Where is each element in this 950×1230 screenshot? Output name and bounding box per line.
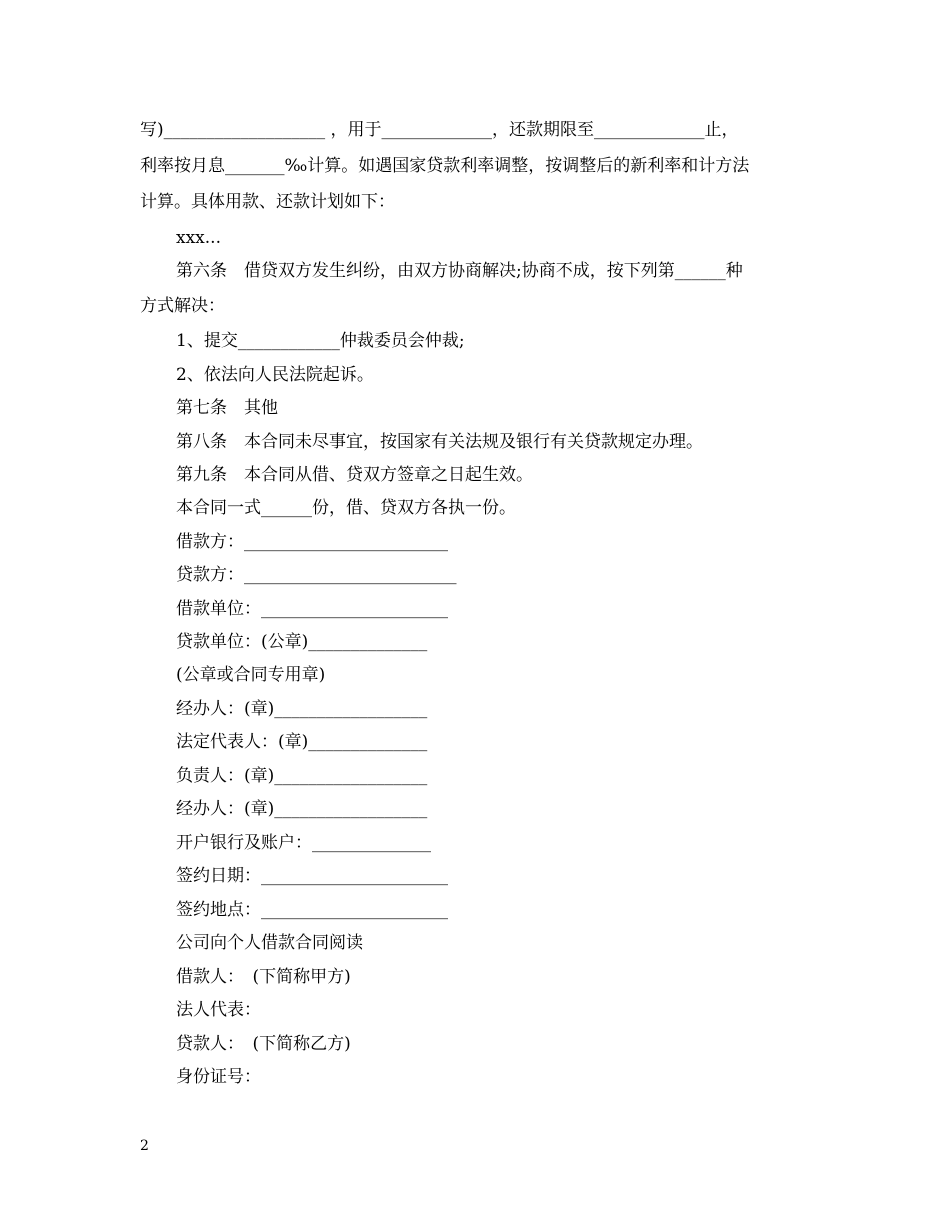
lending-unit-line: 贷款单位：(公章)______________ — [176, 632, 428, 652]
arbitration-option: 1、提交____________仲裁委员会仲裁; — [176, 331, 465, 351]
court-option: 2、依法向人民法院起诉。 — [176, 365, 374, 385]
text-line-3: 计算。具体用款、还款计划如下： — [140, 192, 395, 212]
page-number: 2 — [140, 1138, 149, 1154]
seal-note-line: (公章或合同专用章) — [176, 665, 326, 685]
handler-line-1: 经办人：(章)__________________ — [176, 699, 428, 719]
copies-line: 本合同一式______份，借、贷双方各执一份。 — [176, 498, 516, 518]
person-in-charge-line: 负责人：(章)__________________ — [176, 766, 428, 786]
party-a-line: 借款人： (下简称甲方) — [176, 967, 351, 987]
id-number-line: 身份证号： — [176, 1067, 261, 1087]
legal-rep-label-line: 法人代表： — [176, 1000, 261, 1020]
article-six: 第六条 借贷双方发生纠纷，由双方协商解决;协商不成，按下列第______种 — [176, 261, 743, 281]
sign-date-line: 签约日期：______________________ — [176, 866, 448, 886]
party-b-line: 贷款人： (下简称乙方) — [176, 1034, 351, 1054]
sign-place-line: 签约地点：______________________ — [176, 900, 448, 920]
article-seven: 第七条 其他 — [176, 398, 278, 418]
article-nine: 第九条 本合同从借、贷双方签章之日起生效。 — [176, 465, 533, 485]
borrower-line: 借款方：________________________ — [176, 532, 448, 552]
bank-account-line: 开户银行及账户：______________ — [176, 833, 431, 853]
text-line-2: 利率按月息_______‰计算。如遇国家贷款利率调整，按调整后的新利率和计方法 — [140, 156, 750, 176]
lender-line: 贷款方：_________________________ — [176, 565, 457, 585]
contract-title-line: 公司向个人借款合同阅读 — [176, 933, 363, 953]
handler-line-2: 经办人：(章)__________________ — [176, 799, 428, 819]
text-line-1: 写)___________________ ，用于_____________，还款期限至_____________止， — [140, 120, 739, 140]
article-eight: 第八条 本合同未尽事宜，按国家有关法规及银行有关贷款规定办理。 — [176, 432, 703, 452]
borrowing-unit-line: 借款单位：______________________ — [176, 599, 448, 619]
text-line-4: xxx... — [176, 228, 221, 248]
text-line-6: 方式解决： — [140, 296, 225, 316]
legal-representative-line: 法定代表人：(章)______________ — [176, 732, 428, 752]
